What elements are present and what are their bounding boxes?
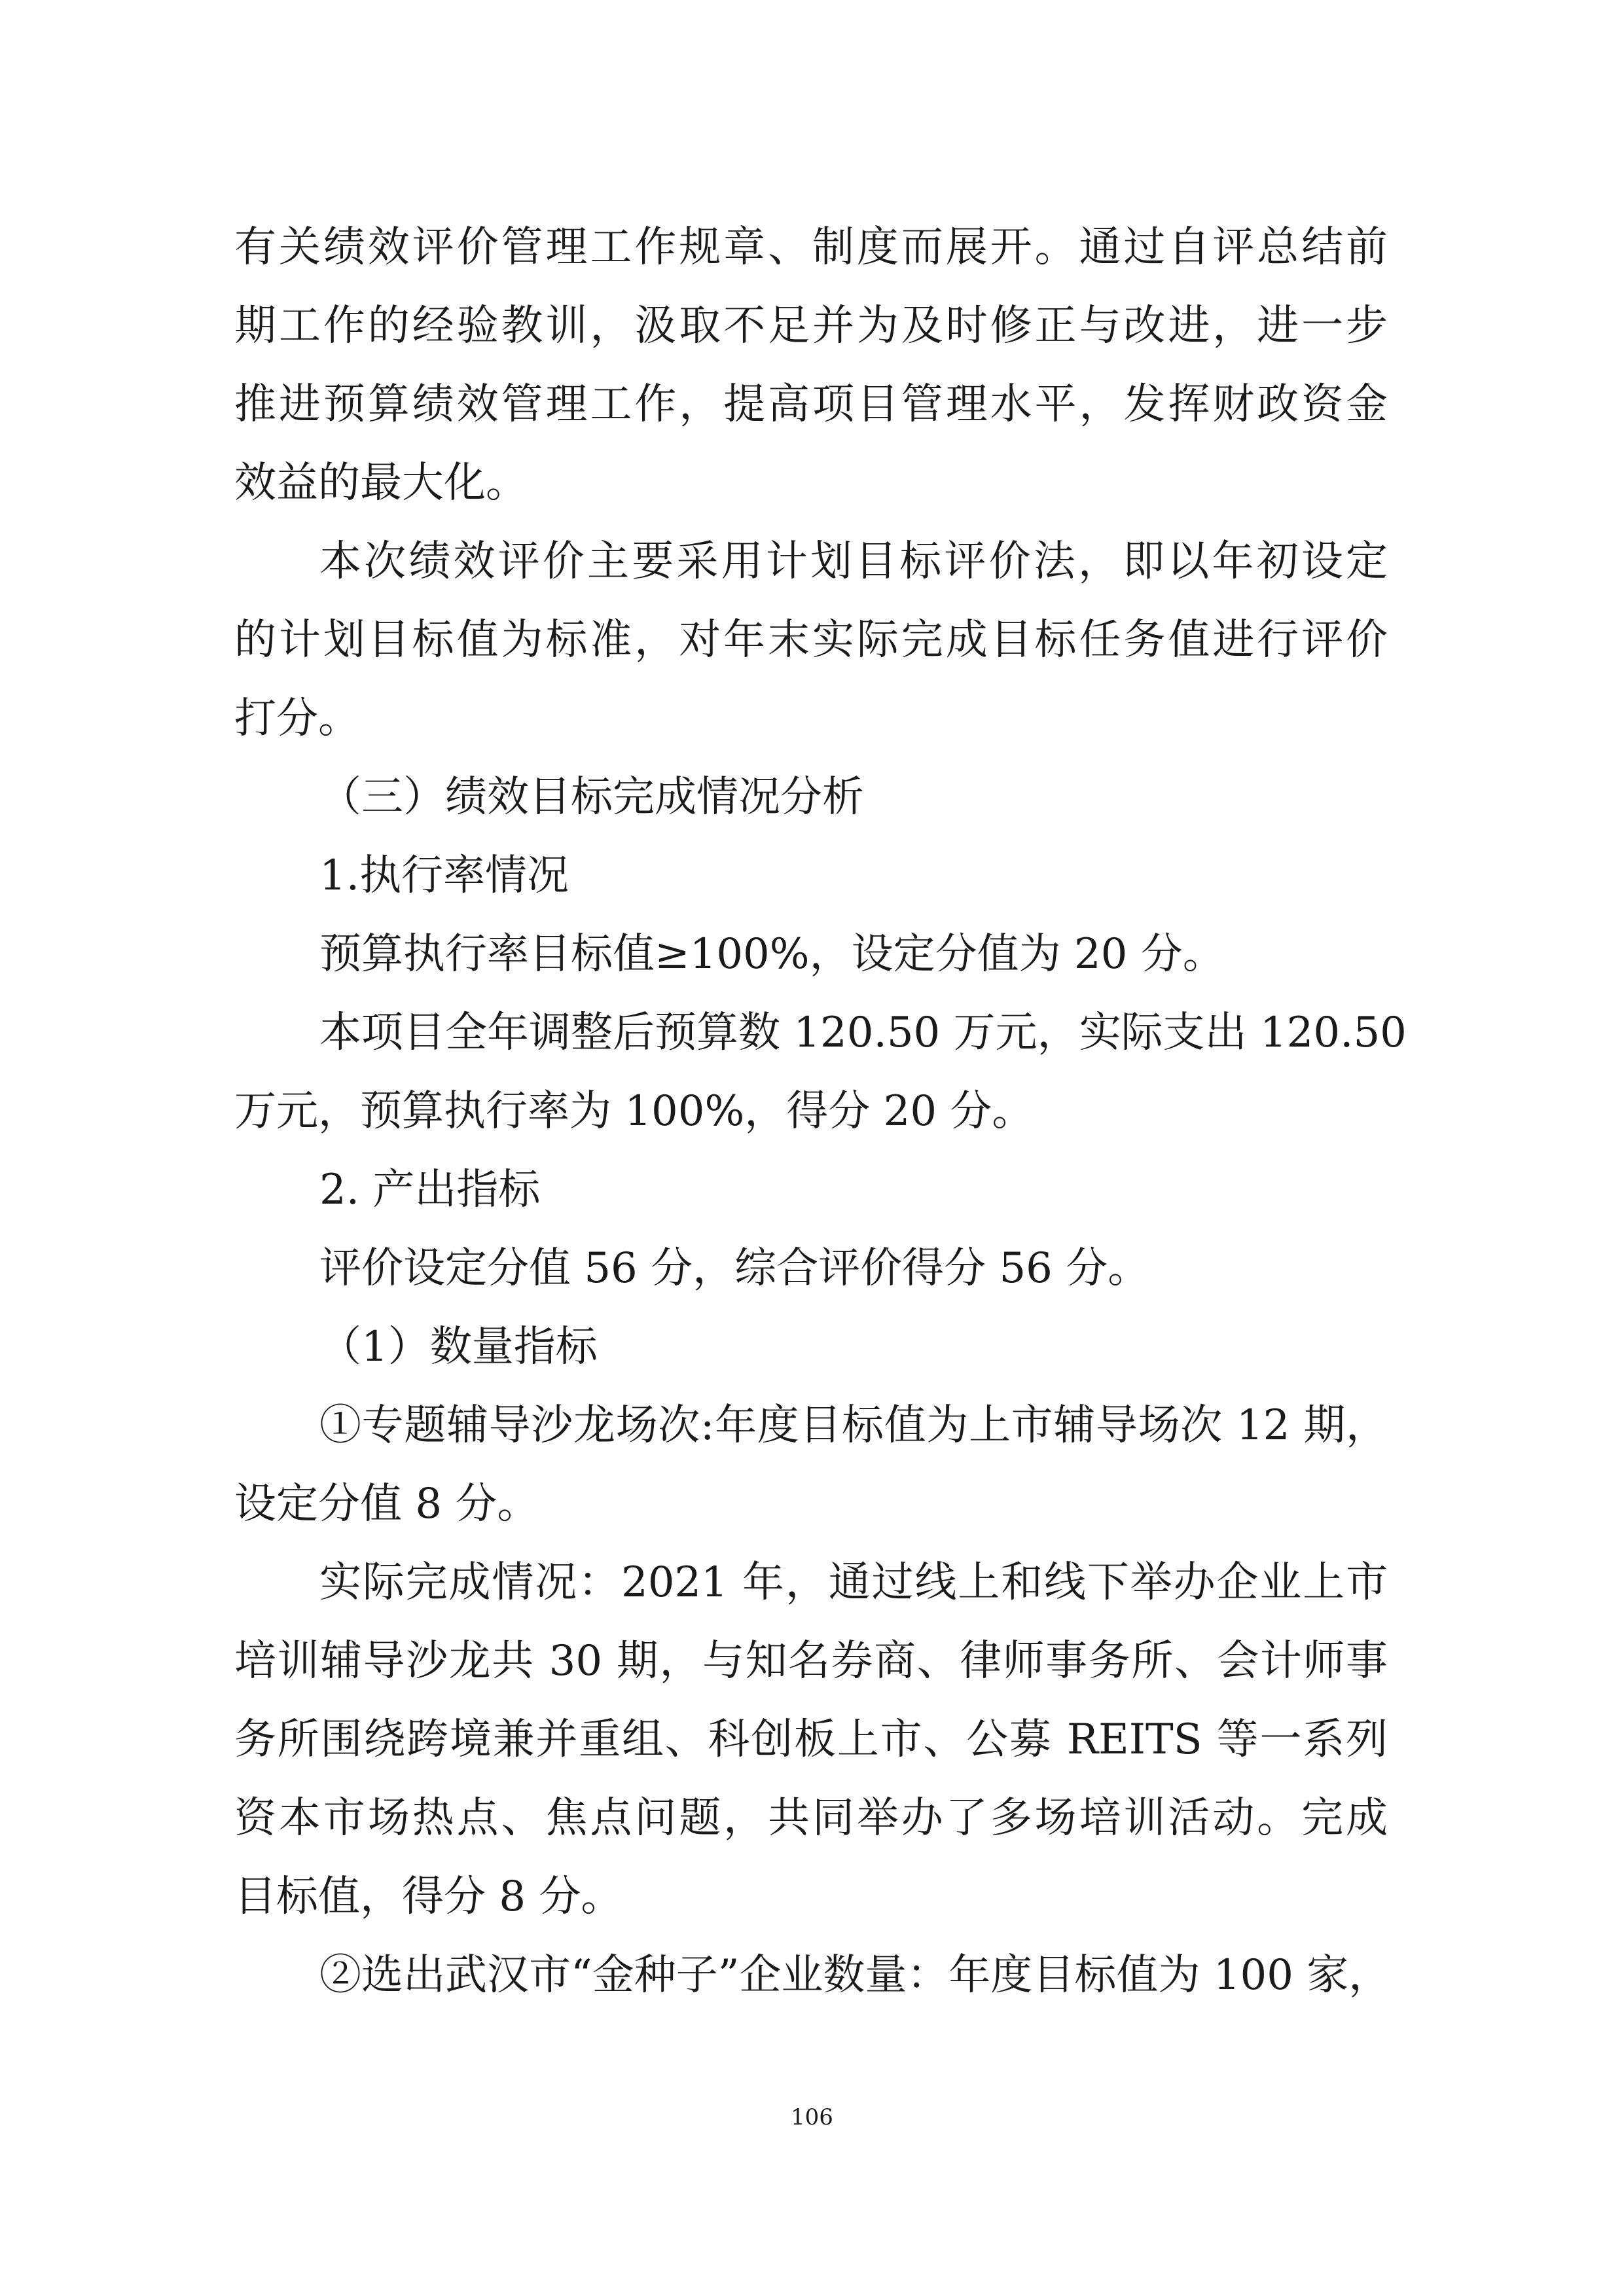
paragraph-line: 培训辅导沙龙共 30 期，与知名券商、律师事务所、会计师事 [234,1637,1388,1685]
paragraph-line: ①专题辅导沙龙场次:年度目标值为上市辅导场次 12 期， [319,1401,1388,1450]
paragraph-line: 打分。 [234,694,360,743]
paragraph-line: 效益的最大化。 [234,459,528,507]
paragraph-line: 期工作的经验教训，汲取不足并为及时修正与改进，进一步 [234,302,1388,350]
paragraph-line: 实际完成情况：2021 年，通过线上和线下举办企业上市 [319,1558,1388,1607]
paragraph-line: 评价设定分值 56 分，综合评价得分 56 分。 [319,1244,1150,1293]
subsection-heading: 2. 产出指标 [319,1166,541,1214]
paragraph-line: 预算执行率目标值≥100%，设定分值为 20 分。 [319,930,1225,978]
paragraph-line: 目标值，得分 8 分。 [234,1873,623,1921]
paragraph-line: 设定分值 8 分。 [234,1480,539,1528]
paragraph-line: 务所围绕跨境兼并重组、科创板上市、公募 REITS 等一系列 [234,1715,1388,1764]
paragraph-line: 推进预算绩效管理工作，提高项目管理水平，发挥财政资金 [234,380,1388,429]
paragraph-line: 的计划目标值为标准，对年末实际完成目标任务值进行评价 [234,616,1388,664]
paragraph-line: 资本市场热点、焦点问题，共同举办了多场培训活动。完成 [234,1794,1388,1842]
paragraph-line: ②选出武汉市“金种子”企业数量：年度目标值为 100 家， [319,1951,1391,2000]
page-number: 106 [791,2104,833,2130]
section-heading: （三）绩效目标完成情况分析 [319,773,864,821]
subsection-heading: （1）数量指标 [319,1323,598,1371]
paragraph-line: 本项目全年调整后预算数 120.50 万元，实际支出 120.50 [319,1009,1407,1057]
paragraph-line: 万元，预算执行率为 100%，得分 20 分。 [234,1087,1034,1136]
paragraph-line: 有关绩效评价管理工作规章、制度而展开。通过自评总结前 [234,223,1388,272]
paragraph-line: 本次绩效评价主要采用计划目标评价法，即以年初设定 [319,537,1388,586]
subsection-heading: 1.执行率情况 [319,852,569,900]
